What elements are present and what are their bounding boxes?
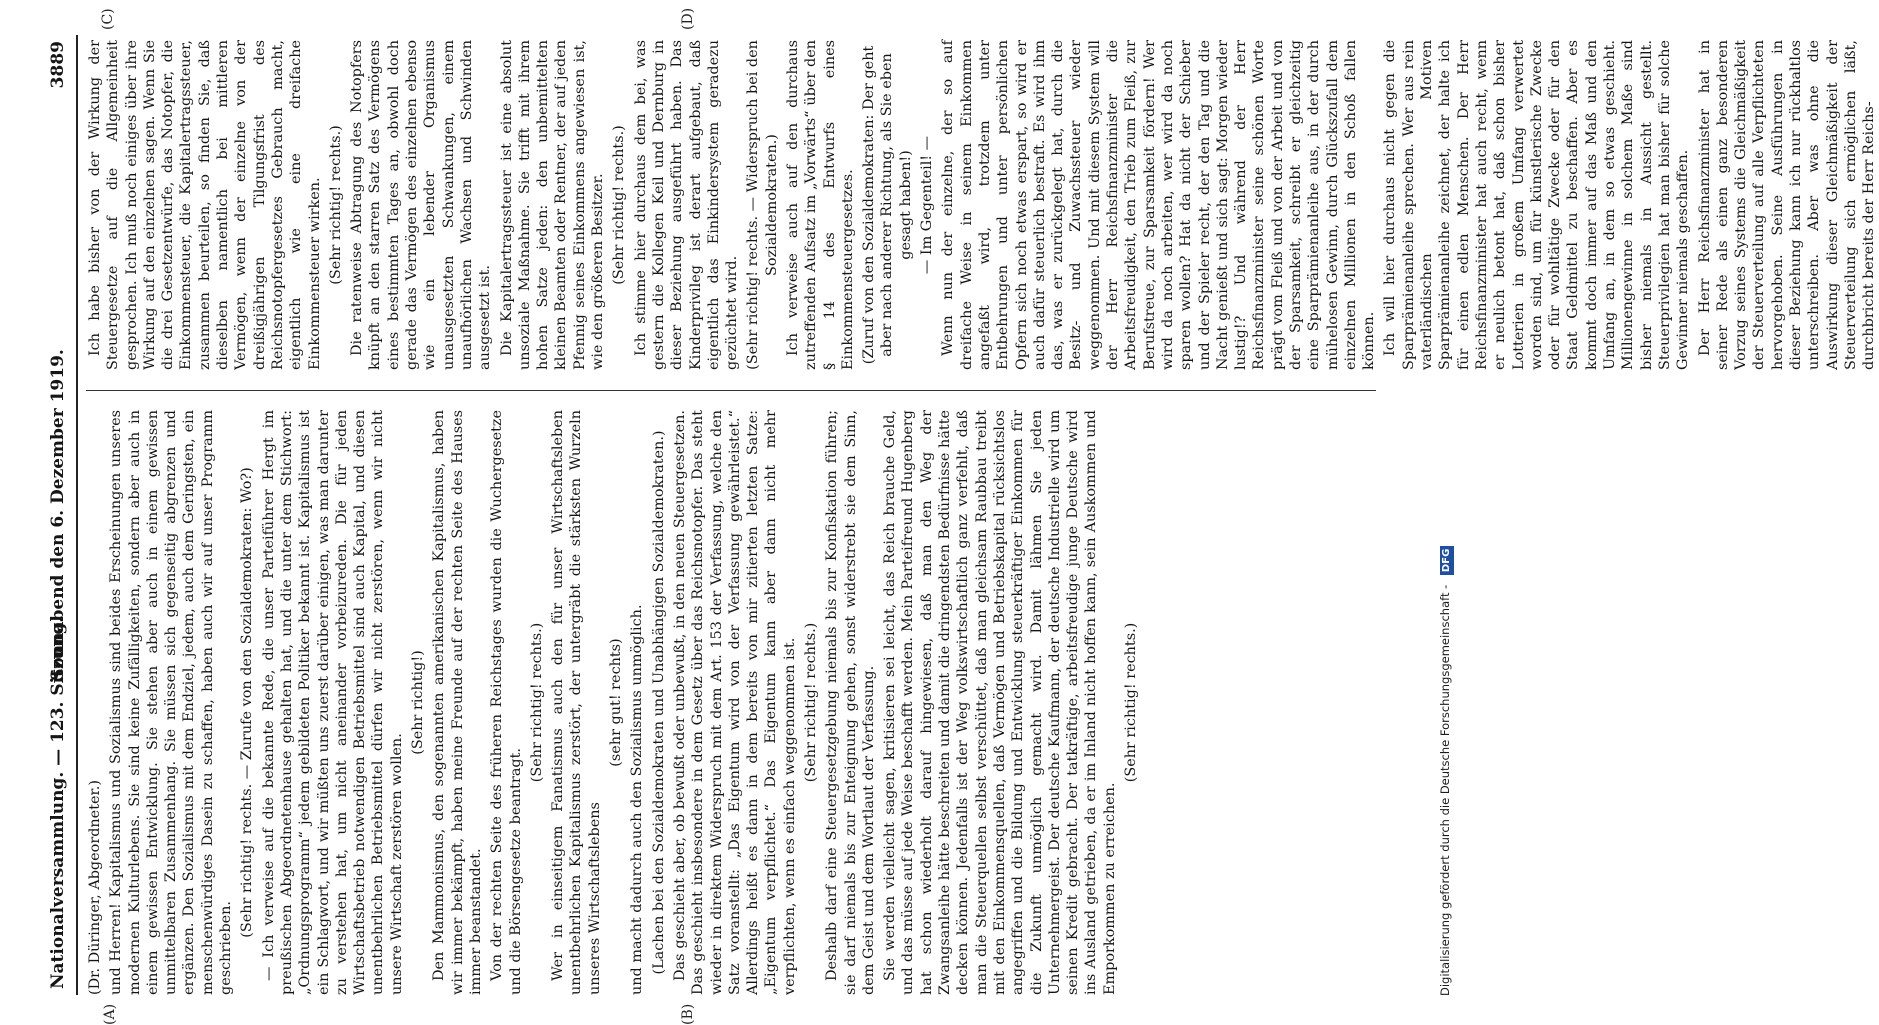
interjection: (Sehr richtig! rechts.) [528, 622, 545, 783]
interjection: (Sehr richtig! rechts. — Zurufe von den Sozialdemokraten: Wo?) [239, 467, 256, 938]
page-number: 3889 [48, 41, 68, 89]
paragraph: und macht dadurch auch den Sozialismus unmöglich. [629, 604, 646, 995]
speaker-note: (Dr. Düringer, Abgeordneter.) [87, 780, 103, 995]
paragraph: Von der rechten Seite des früheren Reichstages wurden die Wuchergesetze und die Börsengesetze beantragt. [489, 410, 524, 995]
paragraph: Ich stimme hier durchaus dem bei, was gestern die Kollegen Keil und Dernburg in dieser Beziehung ausgeführt haben. Das Kinderprivileg ist derart aufgebaut, daß eigentlich das Einkindersystem geradezu gezüchtet wird. [632, 40, 741, 370]
paragraph: Das geschieht aber, ob bewußt oder unbewußt, in den neuen Steuergesetzen. Das geschieht insbesondere in dem Gesetz über das Reichsnotopfer. Das steht wieder in direktem Widerspruch mit dem Art. 153 der Verfassung, welche den Satz voranstellt: „Das Eigentum wird von der Verfassung gewährleistet.“ Allerdings heißt es dann in dem bereits von mir zitierten letzten Satze: „Eigentum verpflichtet.“ Das Eigentum kann aber dann nicht mehr verpflichten, wenn es einfach weggenommen ist. [671, 410, 798, 995]
paragraph: Sie werden vielleicht sagen, kritisieren sei leicht, das Reich brauche Geld, und das müsse auf jede Weise beschafft werden. Mein Parteifreund Hugenberg hat schon wiederholt darauf hingewiesen, daß man den Weg der Zwangsanleihe hätte beschreiten und damit die dringendsten Bedürfnisse hätte decken können. Jedenfalls ist der Weg volkswirtschaftlich ganz verfehlt, daß man die Steuerquellen selbst verschüttet, daß man gleichsam Raubbau treibt mit den Einkommensquellen, daß Vermögen und Betriebskapital rücksichtslos angegriffen und die Bildung und Entwicklung steuerkräftiger Einkommen für die Zukunft unmöglich gemacht wird. Damit lähmen Sie jeden Unternehmergeist. Der deutsche Kaufmann, der deutsche Industrielle wird um seinen Kredit gebracht. Der tatkräftige, arbeitsfreudige junge Deutsche wird ins Ausland getrieben, da er im Inland nicht hoffen kann, sein Auskommen und Emporkommen zu erreichen. [882, 410, 1118, 995]
dfg-logo: DFG [1440, 546, 1454, 575]
page-header [40, 35, 78, 995]
dfg-credit-text: Digitalisierung gefördert durch die Deutsche Forschungsgemeinschaft - [1438, 584, 1452, 996]
paragraph: Ich verweise auch auf den durchaus zutreffenden Aufsatz im „Vorwärts“ über den § 14 des Entwurfs eines Einkommensteuergesetzes. [784, 40, 856, 370]
dfg-credit [1418, 4, 1452, 996]
paragraph: Den Mammonismus, den sogenannten amerikanischen Kapitalismus, haben wir immer bekämpft, haben meine Freunde auf der rechten Seite des Hauses immer beanstandet. [431, 410, 484, 995]
interjection: (Sehr richtig!) [410, 650, 427, 755]
interjection: (Lachen bei den Sozialdemokraten und Unabhängigen Sozialdemokraten.) [650, 430, 667, 975]
paragraph: Der Herr Reichsfinanzminister hat in seiner Rede als einen ganz besonderen Vorzug seines Systems die Gleichmäßigkeit der Steuerverteilung auf alle Verpflichteten hervorgehoben. Seine Ausführungen in dieser Beziehung kann ich nur rückhaltlos unterschreiben. Aber was ohne die Auswirkung dieser Gleichmäßigkeit der Steuerverteilung sich ermöglichen läßt, durchbricht bereits der Herr Reichs- [1696, 40, 1878, 370]
interjection: (Sehr richtig! rechts.) [327, 125, 344, 285]
dfg-credit-line [1436, 4, 1454, 996]
paragraph: Ich will hier durchaus nicht gegen die Sparprämienanleihe sprechen. Wer aus rein vaterländischen Motiven Sparprämienanleihe zeichnet, der halte ich für einen edlen Menschen. Der Herr Reichsfinanzminister hat auch recht, wenn er neulich betont hat, daß schon bisher Lotterien in großem Umfang verwertet worden sind, um für künstlerische Zwecke oder für wohltätige Zwecke oder für den Staat Geldmittel zu beschaffen. Aber es kommt doch immer auf das Maß und den Umfang an, in dem so etwas geschieht. Millionengewinne in solchem Maße sind bisher niemals in Aussicht gestellt. Steuerprivilegien hat man bisher für solche Gewinner niemals geschaffen. [1382, 40, 1692, 370]
right-column [86, 40, 1878, 370]
column-divider [86, 390, 1376, 391]
interjection: (Sehr richtig! rechts.) [1123, 622, 1140, 783]
margin-mark-a: (A) [102, 1003, 118, 1025]
paragraph: und Herren! Kapitalismus und Sozialismus sind beides Erscheinungen unseres modernen Kulturlebens. Sie sind keine Zufälligkeiten, sondern aber auch in einem gewissen Entwicklung. Sie stehen aber auch in einem gewissen unmittelbaren Zusammenhang. Sie müssen sich gegenseitig abgrenzen und ergänzen. Den Sozialismus mit dem Endziel, jedem, auch dem Geringsten, ein menschenwürdiges Dasein zu schaffen, haben auch wir auf unser Programm geschrieben. [108, 410, 235, 995]
header-date: Sonnabend den 6. Dezember 1919. [48, 349, 68, 681]
interjection: (Zuruf von den Sozialdemokraten: Der geht aber nach anderer Richtung, als Sie eben gesagt haben!) [861, 45, 914, 365]
paragraph: Die Kapitalertragssteuer ist eine absolut unsoziale Maßnahme. Sie trifft mit ihrem hohen Satze jeden: den unbemittelten kleinen Beamten oder Rentner, der auf jeden Pfennig seines Einkommens angewiesen ist, wie den größeren Besitzer. [498, 40, 607, 370]
interjection: (Sehr richtig! rechts.) [611, 125, 628, 285]
margin-mark-b: (B) [680, 1003, 696, 1025]
paragraph: — Ich verweise auf die bekannte Rede, die unser Parteiführer Hergt im preußischen Abgeordnetenhause gehalten hat, und die unter dem Stichwort: „Ordnungsprogramm“ jedem gebildeten Politiker bekannt ist. Kapitalismus ist ein Schlagwort, und wir müßten uns zuerst darüber einigen, was man darunter zu verstehen hat, um nicht aneinander vorbeizureden. Die für jeden Wirtschaftsbetrieb notwendigen Betriebsmittel sind auch Kapital, und diesen unentbehrlichen Betriebsmittel dürfen wir nicht zerstören, wenn wir nicht unsere Wirtschaft zerstören wollen. [260, 410, 405, 995]
paragraph: Die ratenweise Abtragung des Notopfers knüpft an den starren Satz des Vermögens eines bestimmten Tages an, obwohl doch gerade das Vermögen des einzelnen ebenso wie ein lebender Organismus unausgesetzten Schwankungen, einem unaufhörlichen Wachsen und Schwinden ausgesetzt ist. [349, 40, 494, 370]
interjection: (Sehr richtig! rechts.) [802, 622, 819, 783]
interjection: (sehr gut! rechts) [608, 638, 625, 767]
interjection: (Sehr richtig! rechts. — Widerspruch bei den Sozialdemokraten.) [745, 40, 780, 370]
margin-mark-d: (D) [680, 7, 696, 30]
paragraph: Deshalb darf eine Steuergesetzgebung niemals bis zur Konfiskation führen; sie darf niemals bis zur Enteignung gehen, sonst widerstrebt sie dem Sinn, dem Geist und dem Wortlaut der Verfassung. [824, 410, 877, 995]
header-session: Nationalversammlung. — 123. Sitzung. [48, 616, 68, 989]
margin-mark-c: (C) [100, 8, 116, 30]
left-column [86, 410, 1386, 995]
paragraph: Wer in einseitigem Fanatismus auch den für unser Wirtschaftsleben unentbehrlichen Kapitalismus zerstört, der untergräbt die stärksten Wurzeln unseres Wirtschaftslebens [550, 410, 603, 995]
paragraph: Wenn nun der einzelne, der so auf dreifache Weise in seinem Einkommen angefaßt wird, trotzdem unter Entbehrungen und unter persönlichen Opfern sich noch etwas erspart, so wird er auch dafür steuerlich bestraft. Es wird ihm das, was er zurückgelegt hat, durch die Besitz- und Zuwachssteuer wieder weggenommen. Und mit diesem System will der Herr Reichsfinanzminister die Arbeitsfreudigkeit, den Trieb zum Fleiß, zur Berufstreue, zur Sparsamkeit fördern! Wer wird da noch arbeiten, wer wird da noch sparen wollen? Hat da nicht der Schieber und der Spieler recht, der den Tag und die Nacht genießt und sich sagt: Morgen wieder lustig!? Und während der Herr Reichsfinanzminister seine schönen Worte prägt vom Fleiß und von der Arbeit und von der Sparsamkeit, schreibt er gleichzeitig eine Sparprämienanleihe aus, in der durch mühelosen Gewinn, durch Glückszufall dem einzelnen Millionen in den Schoß fallen können. [940, 40, 1378, 370]
paragraph: Ich habe bisher von der Wirkung der Steuergesetze auf die Allgemeinheit gesprochen. Ich muß noch einiges über ihre Wirkung auf den einzelnen sagen. Wenn Sie die drei Gesetzentwürfe, das Notopfer, die Einkommensteuer, die Kapitalertragssteuer, zusammen beurteilen, so finden Sie, daß dieselben namentlich bei mittleren Vermögen, wenn der einzelne von der dreißigjährigen Tilgungsfrist des Reichsnotopfergesetzes Gebrauch macht, eigentlich wie eine dreifache Einkommensteuer wirken. [87, 40, 323, 370]
interjection: — Im Gegenteil! — [919, 135, 936, 275]
